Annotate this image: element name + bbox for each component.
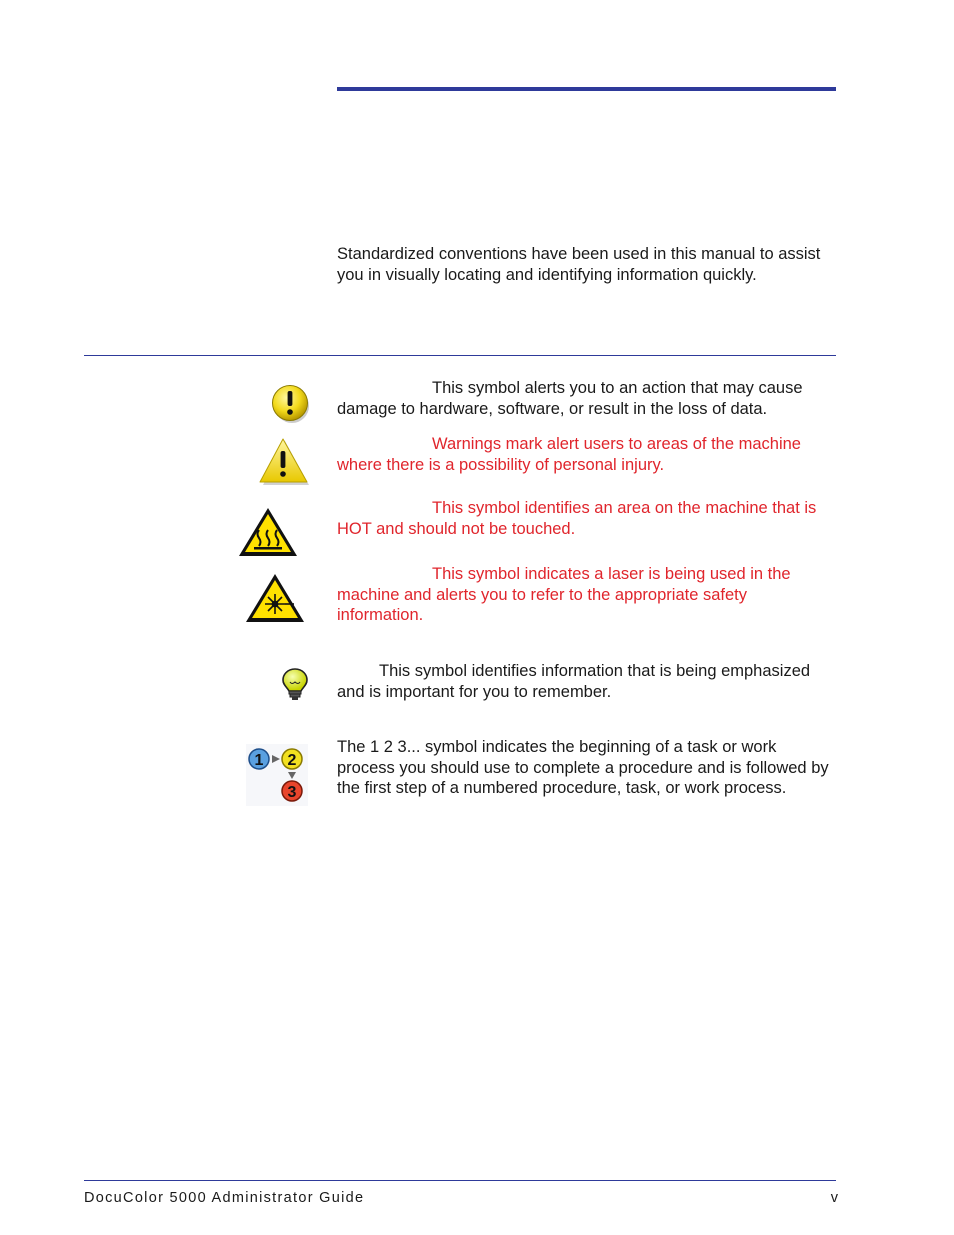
- step-2-digit: 2: [287, 752, 297, 769]
- lightbulb-icon: [281, 667, 309, 703]
- footer-rule: [84, 1180, 836, 1181]
- caution-icon: [270, 383, 310, 425]
- step-1-digit: 1: [254, 752, 264, 769]
- intro-paragraph: Standardized conventions have been used in this manual to assist you in visually locating and identifying information quickly.: [337, 245, 821, 284]
- lightbulb-text: This symbol identifies information that is being emphasized and is important for you to remember.: [337, 662, 811, 701]
- laser-icon: [242, 572, 306, 624]
- hot-surface-text: This symbol identifies an area on the machine that is HOT and should not be touched.: [337, 499, 817, 538]
- caution-text: This symbol alerts you to an action that may cause damage to hardware, software, or result in the loss of data.: [337, 379, 803, 418]
- page-number: v: [830, 1190, 838, 1206]
- step-3-digit: 3: [287, 784, 297, 801]
- hot-surface-icon: [237, 506, 299, 558]
- numbered-steps-text: The 1 2 3... symbol indicates the beginning of a task or work process you should use to complete a procedure and is followed by the first step of a numbered procedure, task, or work process.: [337, 738, 829, 797]
- top-rule: [337, 87, 836, 91]
- numbered-steps-icon: [246, 744, 308, 806]
- laser-text: This symbol indicates a laser is being used in the machine and alerts you to refer to the appropriate safety information.: [337, 565, 791, 624]
- section-divider: [84, 355, 836, 356]
- warning-text: Warnings mark alert users to areas of the machine where there is a possibility of personal injury.: [337, 435, 801, 474]
- footer-title: DocuColor 5000 Administrator Guide: [84, 1190, 365, 1206]
- warning-icon: [257, 437, 311, 489]
